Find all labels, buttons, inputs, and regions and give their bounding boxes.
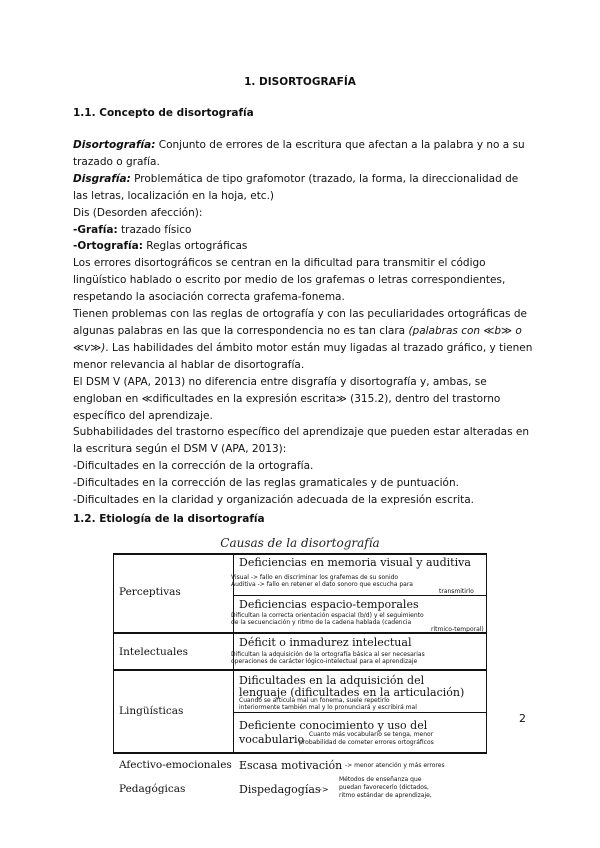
main-heading: 1. DISORTOGRAFÍA — [244, 76, 356, 88]
subcause-memoria: Deficiencias en memoria visual y auditiva — [239, 556, 471, 569]
note: Dificultan la correcta orientación espacial (b/d) y el seguimiento — [231, 612, 424, 619]
category-afectivo-emocionales: Afectivo-emocionales — [119, 759, 232, 771]
list-item: -Dificultades en la corrección de las reglas gramaticales y de puntuación. — [73, 477, 459, 490]
note: Visual -> fallo en discriminar los grafemas de su sonido — [231, 574, 399, 581]
note: Cuando se articula mal un fonema, suele repetirlo — [239, 697, 390, 704]
subcause-motivacion: Escasa motivación — [239, 759, 343, 772]
note: operaciones de carácter lógico-intelectual para el aprendizaje — [231, 658, 418, 665]
subcause-dispedagogias: Dispedagogías — [239, 783, 321, 796]
page-number: 2 — [519, 712, 526, 725]
subcause-vocabulario-cont: vocabulario — [239, 733, 305, 746]
section-1-title: 1.1. Concepto de disortografía — [73, 107, 254, 119]
table-border — [113, 553, 114, 753]
section-2-title: 1.2. Etiología de la disortografía — [73, 513, 265, 525]
list-item: -Dificultades en la claridad y organización adecuada de la expresión escrita. — [73, 494, 475, 507]
paragraph-3: El DSM V (APA, 2013) no diferencia entre disgrafía y disortografía y, ambas, se engloban en ≪dificultades en la expresión escrita≫ (315.2), dentro del trastorno específico del aprendizaje. — [73, 375, 501, 422]
definition-disgrafia: Disgrafía: Problemática de tipo grafomotor (trazado, la forma, la direccionalidad de las letras, localización en la hoja, etc.) — [73, 172, 519, 202]
paragraph-4: Subhabilidades del trastorno específico del aprendizaje que pueden estar alteradas en la escritura según el DSM V (APA, 2013): — [73, 426, 530, 456]
note: puedan favorecerlo (dictados, — [339, 784, 429, 791]
category-pedagogicas: Pedagógicas — [119, 783, 186, 795]
table-rule — [113, 553, 487, 555]
note: Dificultan la adquisición de la ortografía básica al ser necesarias — [231, 651, 425, 658]
table-rule — [113, 669, 487, 671]
subcause-deficit: Déficit o inmadurez intelectual — [239, 636, 412, 649]
arrow: -> — [319, 785, 329, 794]
subcause-vocabulario: Deficiente conocimiento y uso del — [239, 719, 428, 732]
causes-figure — [113, 536, 487, 826]
category-linguisticas: Lingüísticas — [119, 705, 184, 717]
note: probabilidad de cometer errores ortográficos — [299, 739, 434, 746]
section-1-body — [73, 137, 533, 509]
note: Métodos de enseñanza que — [339, 776, 422, 783]
ortografia-line: -Ortografía: Reglas ortográficas — [73, 240, 248, 253]
subcause-espacio-temporales: Deficiencias espacio-temporales — [239, 598, 419, 611]
subcause-adquisicion-cont: lenguaje (dificultades en la articulación) — [239, 686, 465, 699]
paragraph-2: Tienen problemas con las reglas de ortografía y con las peculiaridades ortográficas de algunas palabras en las que la correspondencia no es tan clara (palabras con ≪b≫ o ≪v≫). Las habilidades del ámbito motor están muy ligadas al trazado gráfico, y tienen menor relevancia al hablar de disortografía. — [73, 308, 533, 371]
note: ritmo estándar de aprendizaje, — [339, 792, 432, 799]
dis-line: Dis (Desorden afección): — [73, 206, 203, 219]
note: de la secuenciación y ritmo de la cadena hablada (cadencia — [231, 619, 412, 626]
paragraph-1: Los errores disortográficos se centran en la dificultad para transmitir el código lingüístico hablado o escrito por medio de los grafemas o letras correspondientes, respetando la asociación correcta grafema-fonema. — [73, 257, 506, 304]
figure-title: Causas de la disortografía — [220, 536, 380, 550]
note: interiormente también mal y lo pronunciará y escribirá mal — [239, 704, 417, 711]
note: -> menor atención y más errores — [345, 762, 445, 769]
note: Auditiva -> fallo en retener el dato sonoro que escucha para — [231, 581, 413, 588]
table-rule — [233, 712, 487, 713]
category-perceptivas: Perceptivas — [119, 586, 181, 598]
list-item: -Dificultades en la corrección de la ortografía. — [73, 460, 314, 473]
definition-disortografia: Disortografía: Conjunto de errores de la escritura que afectan a la palabra y no a su trazado o grafía. — [73, 139, 525, 168]
causes-table — [113, 553, 487, 826]
note: rítmico-temporal) — [431, 626, 484, 633]
subcause-adquisicion: Dificultades en la adquisición del — [239, 674, 425, 687]
table-rule — [113, 752, 487, 754]
note: transmitirlo — [439, 588, 474, 595]
category-intelectuales: Intelectuales — [119, 646, 188, 658]
table-border — [486, 553, 487, 753]
grafia-line: -Grafía: trazado físico — [73, 223, 192, 236]
note: Cuanto más vocabulario se tenga, menor — [309, 731, 434, 738]
